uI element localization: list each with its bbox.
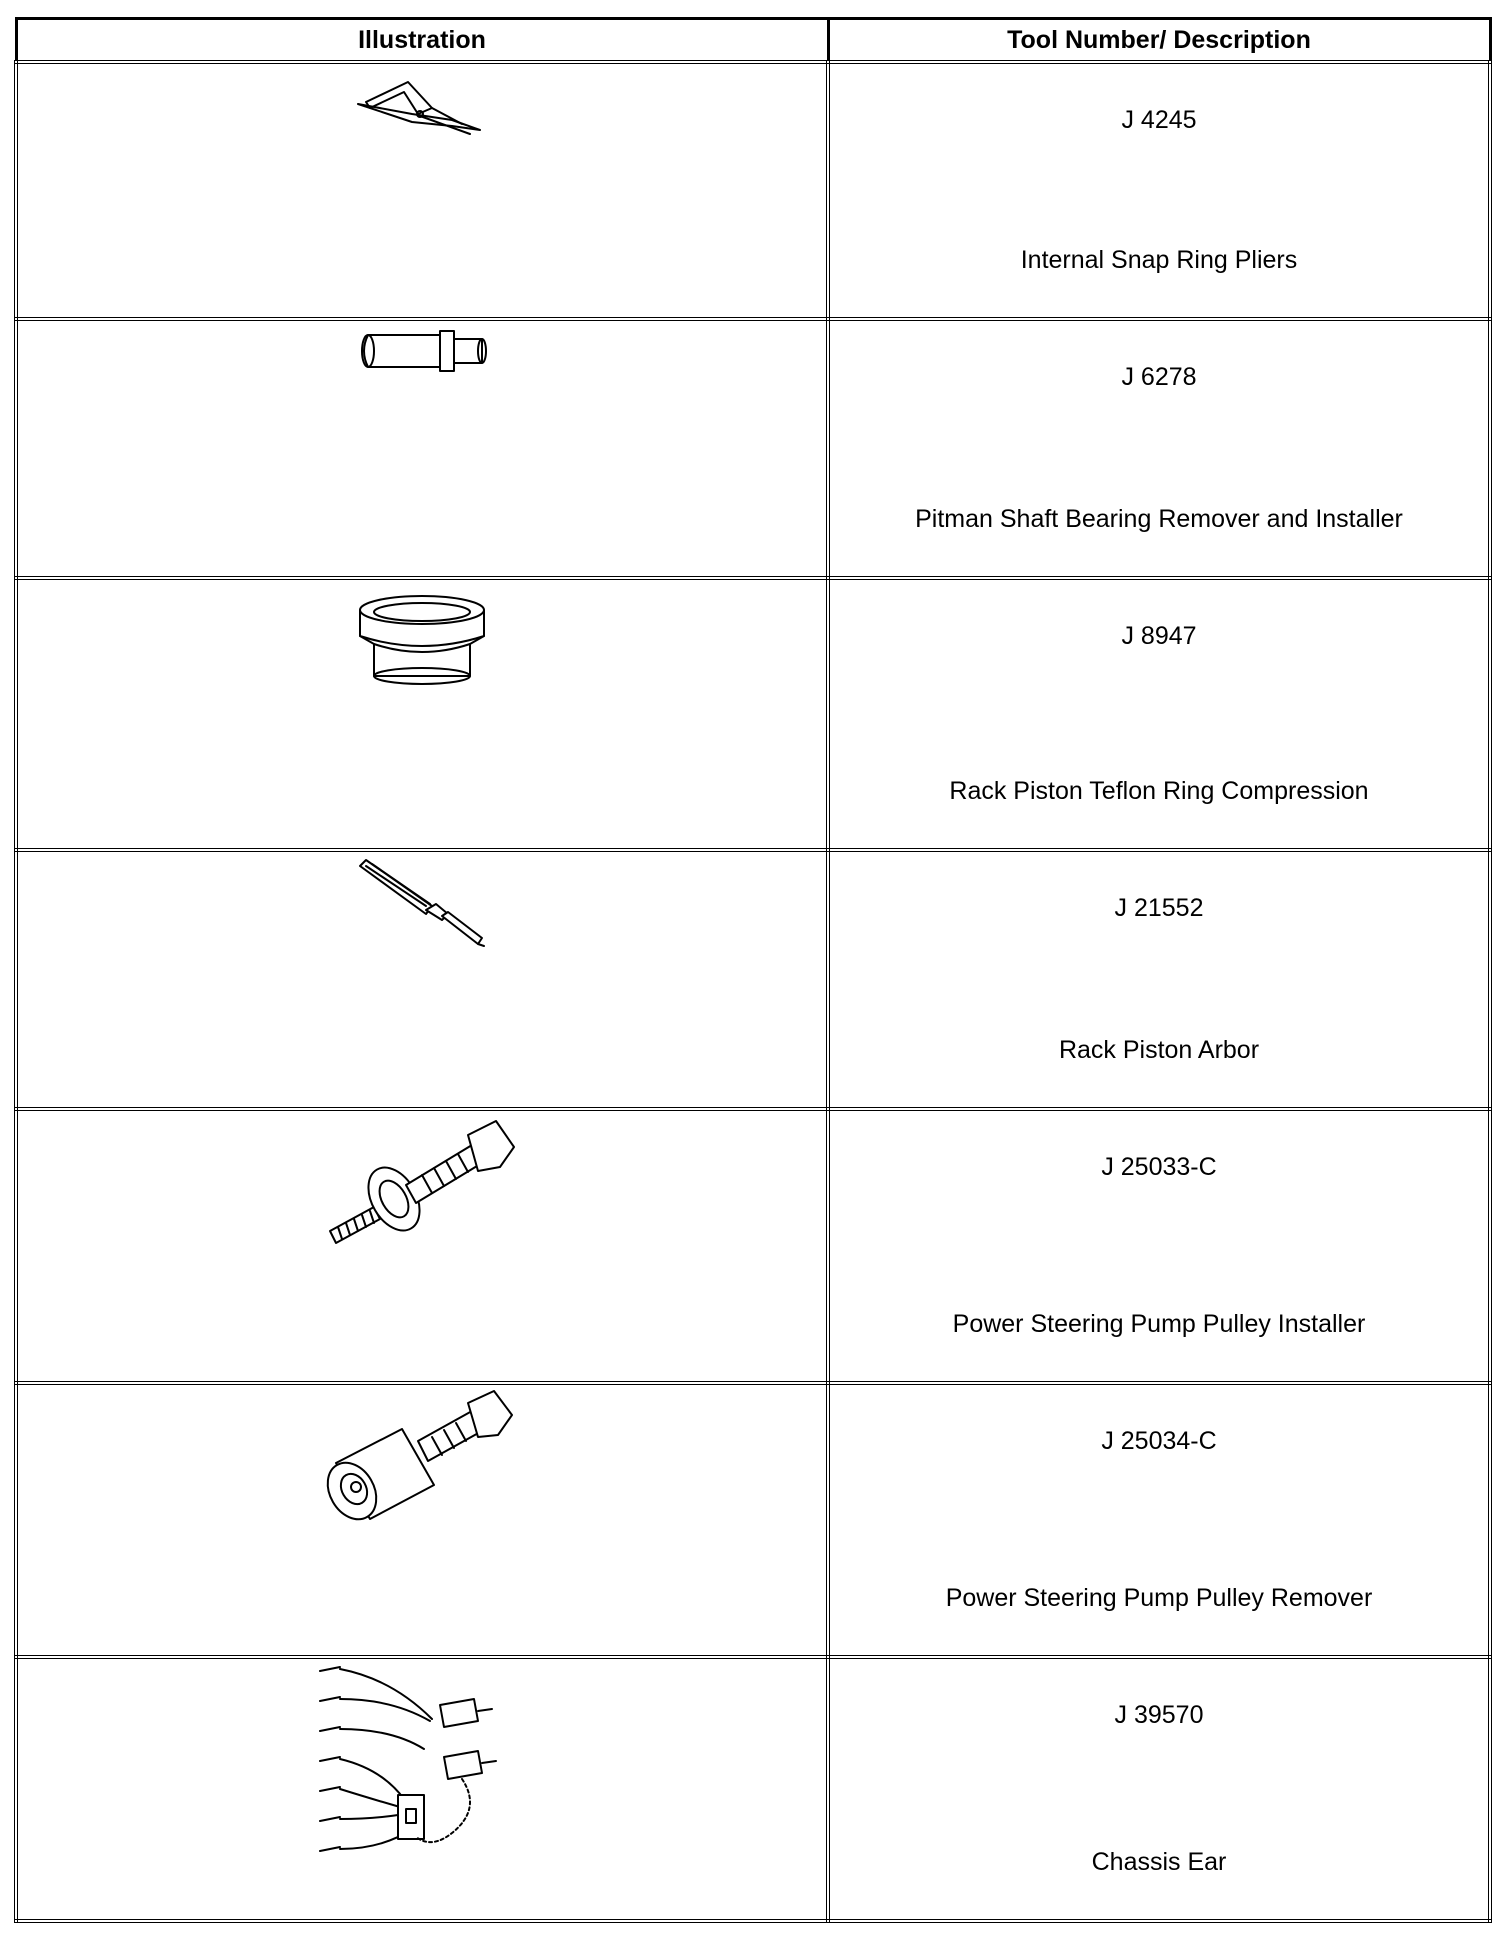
- table-row: [16, 62, 1490, 319]
- tool-number: J 21552: [1114, 894, 1204, 922]
- bearing-remover-icon: [352, 321, 492, 381]
- header-tool-description: Tool Number/ Description: [828, 19, 1490, 63]
- tool-name: Power Steering Pump Pulley Installer: [952, 1310, 1366, 1338]
- ring-compressor-icon: [352, 580, 492, 690]
- tool-description-cell: [828, 1383, 1490, 1657]
- piston-arbor-icon: [352, 852, 492, 952]
- tool-description-cell: [828, 1657, 1490, 1921]
- table-row: [16, 1657, 1490, 1921]
- tool-number: J 6278: [1121, 363, 1197, 391]
- header-illustration: Illustration: [16, 19, 828, 63]
- tool-description-cell: [828, 578, 1490, 850]
- table-row: [16, 319, 1490, 578]
- special-tools-table: [14, 17, 1492, 1923]
- chassis-ear-icon: [312, 1659, 532, 1869]
- tool-number: J 25033-C: [1101, 1153, 1217, 1181]
- tool-number: J 8947: [1121, 622, 1197, 650]
- tool-name: Internal Snap Ring Pliers: [1020, 246, 1298, 274]
- tool-description-cell: [828, 850, 1490, 1109]
- pulley-installer-icon: [322, 1111, 522, 1251]
- pulley-remover-icon: [322, 1385, 522, 1525]
- tool-number: J 25034-C: [1101, 1427, 1217, 1455]
- tool-number: J 4245: [1121, 106, 1197, 134]
- tool-name: Chassis Ear: [1091, 1848, 1227, 1876]
- illustration-cell: [16, 1657, 828, 1921]
- tool-number: J 39570: [1114, 1701, 1204, 1729]
- tool-description-cell: [828, 1109, 1490, 1383]
- tool-description-cell: [828, 62, 1490, 319]
- tool-name: Power Steering Pump Pulley Remover: [945, 1584, 1373, 1612]
- illustration-cell: [16, 578, 828, 850]
- illustration-cell: [16, 1383, 828, 1657]
- illustration-cell: [16, 62, 828, 319]
- table-row: [16, 578, 1490, 850]
- table-row: [16, 1109, 1490, 1383]
- illustration-cell: [16, 850, 828, 1109]
- tool-name: Pitman Shaft Bearing Remover and Installer: [915, 505, 1403, 533]
- illustration-cell: [16, 1109, 828, 1383]
- tool-name: Rack Piston Teflon Ring Compression: [949, 777, 1369, 805]
- header-row: [16, 19, 1490, 63]
- snap-ring-pliers-icon: [352, 64, 492, 144]
- table-row: [16, 850, 1490, 1109]
- tool-name: Rack Piston Arbor: [1058, 1036, 1260, 1064]
- table-row: [16, 1383, 1490, 1657]
- tool-description-cell: [828, 319, 1490, 578]
- illustration-cell: [16, 319, 828, 578]
